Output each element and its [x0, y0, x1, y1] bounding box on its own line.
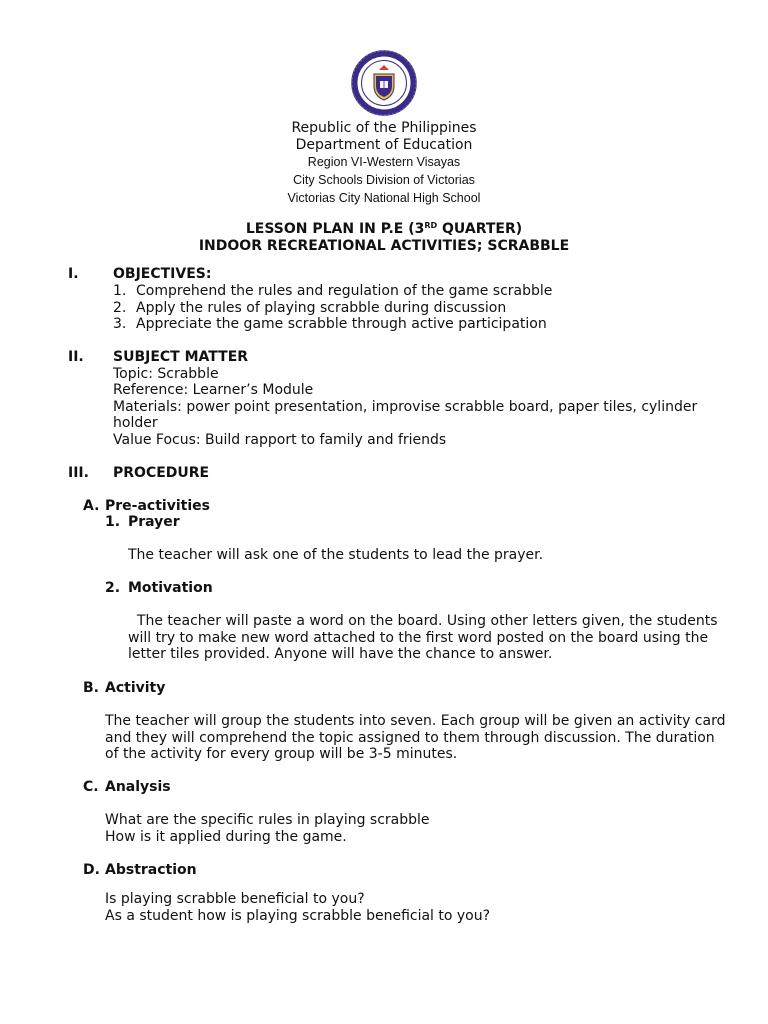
topic-line: Topic: Scrabble: [113, 365, 219, 382]
materials-line: Materials: power point presentation, improvise scrabble board, paper tiles, cylinder: [113, 398, 698, 415]
pre-activities-heading: Pre-activities: [105, 498, 210, 514]
prayer-heading: Prayer: [128, 514, 180, 530]
objective-item: [113, 300, 126, 317]
value-focus-line: Value Focus: Build rapport to family and friends: [113, 431, 447, 448]
deped-seal-logo: [351, 50, 417, 116]
activity-line: and they will comprehend the topic assigned to them through discussion. The duration: [105, 729, 715, 746]
activity-line: The teacher will group the students into seven. Each group will be given an activity card: [105, 713, 726, 729]
department-line: Department of Education: [295, 136, 473, 153]
abstraction-heading: Abstraction: [105, 862, 197, 878]
motivation-line: letter tiles provided. Anyone will have the chance to answer.: [128, 646, 553, 663]
title-line-1: [0, 221, 768, 238]
objective-text: Apply the rules of playing scrabble during discussion: [136, 300, 507, 316]
lesson-plan-title: [0, 221, 768, 254]
activity-line: of the activity for every group will be 3-5 minutes.: [105, 746, 458, 763]
procedure-numeral: III.: [68, 465, 89, 481]
motivation-line: will try to make new word attached to the first word posted on the board using the: [128, 629, 709, 646]
activity-letter: B.: [83, 680, 99, 696]
objective-text: Comprehend the rules and regulation of the game scrabble: [136, 283, 553, 299]
motivation-heading: Motivation: [128, 580, 213, 596]
analysis-heading: Analysis: [105, 779, 171, 795]
subject-matter-block: [113, 349, 697, 449]
objective-item: [113, 283, 126, 300]
school-line: Victorias City National High School: [287, 191, 481, 205]
abstraction-line: As a student how is playing scrabble beneficial to you?: [105, 907, 491, 924]
abstraction-letter: D.: [83, 862, 100, 878]
objective-number: 2.: [113, 300, 127, 316]
objective-item: [113, 316, 126, 333]
analysis-letter: C.: [83, 779, 99, 795]
activity-heading: Activity: [105, 680, 166, 696]
motivation-paragraph: [128, 613, 718, 663]
letterhead: [0, 120, 768, 207]
pre-activities-letter: A.: [83, 498, 100, 514]
abstraction-line: Is playing scrabble beneficial to you?: [105, 891, 365, 907]
objectives-numeral: I.: [68, 266, 79, 282]
reference-line: Reference: Learner’s Module: [113, 382, 314, 399]
analysis-line: What are the specific rules in playing scrabble: [105, 812, 430, 828]
motivation-number: 2.: [105, 580, 121, 596]
materials-line-continued: holder: [113, 415, 158, 432]
procedure-heading: PROCEDURE: [113, 465, 210, 481]
republic-line: Republic of the Philippines: [291, 120, 477, 136]
title-line-2: INDOOR RECREATIONAL ACTIVITIES; SCRABBLE: [198, 237, 570, 254]
objective-number: 1.: [113, 283, 127, 299]
analysis-paragraph: [105, 812, 430, 845]
prayer-number: 1.: [105, 514, 121, 530]
region-line: Region VI-Western Visayas: [307, 155, 461, 169]
prayer-text: The teacher will ask one of the students to lead the prayer.: [128, 547, 544, 563]
activity-paragraph: [105, 713, 725, 763]
division-line: City Schools Division of Victorias: [293, 173, 475, 187]
motivation-line: The teacher will paste a word on the board. Using other letters given, the students: [128, 613, 718, 629]
objective-number: 3.: [113, 316, 127, 332]
abstraction-paragraph: [105, 891, 490, 924]
subject-matter-numeral: II.: [68, 349, 84, 365]
title-prefix: LESSON PLAN IN P.E (3: [245, 221, 425, 237]
analysis-line: How is it applied during the game.: [105, 828, 347, 845]
title-superscript: RD: [424, 221, 438, 230]
objective-text: Appreciate the game scrabble through active participation: [136, 316, 547, 332]
subject-matter-heading: SUBJECT MATTER: [113, 349, 249, 365]
objectives-heading: OBJECTIVES:: [113, 266, 212, 282]
title-suffix: QUARTER): [437, 221, 523, 237]
